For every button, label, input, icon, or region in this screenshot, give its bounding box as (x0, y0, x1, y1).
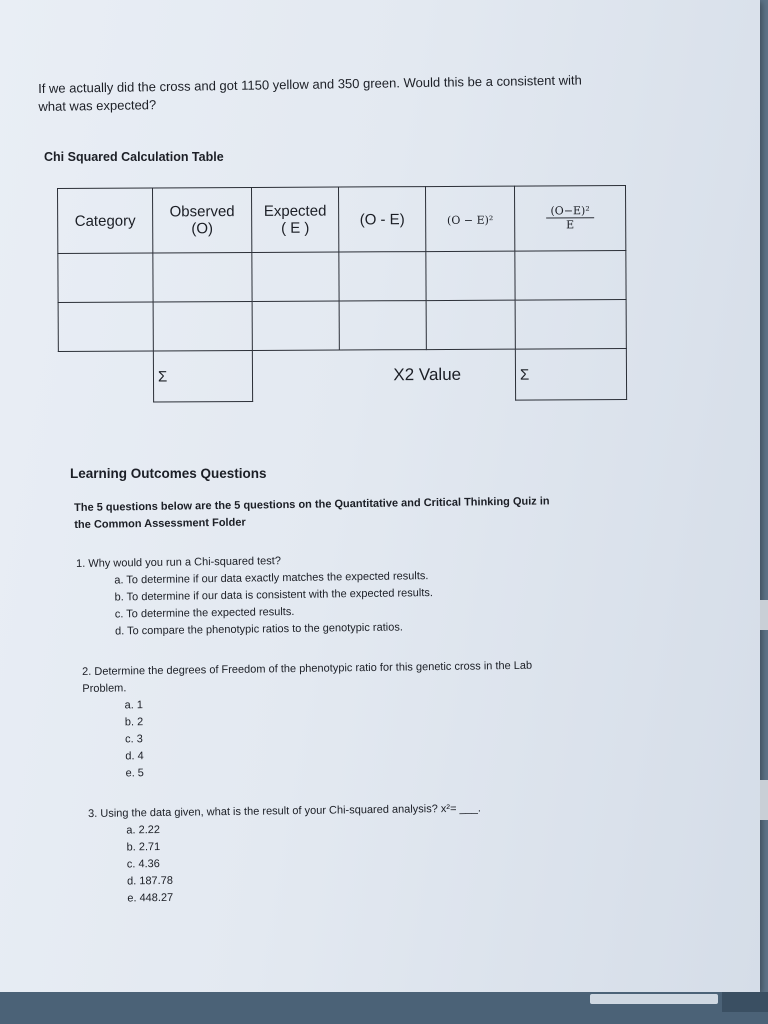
sum-observed-cell: Σ (153, 350, 252, 402)
table-cell (153, 252, 252, 302)
table-cell (339, 301, 426, 350)
question-prompt: 3. Using the data given, what is the result of your Chi-squared analysis? x²= ___. (88, 802, 482, 820)
answer-option: b. 2 (124, 716, 144, 729)
table-cell (252, 252, 339, 301)
background-strip (722, 992, 768, 1012)
background-edge (760, 600, 768, 630)
table-header-row (58, 186, 626, 254)
sum-chi-cell: Σ (515, 349, 626, 401)
question-3 (88, 798, 649, 908)
answer-option: e. 5 (125, 767, 144, 780)
header-o-minus-e: (O - E) (338, 187, 425, 252)
background-strip (590, 994, 718, 1004)
header-o-minus-e-squared: (O − E)² (425, 186, 514, 251)
answer-option: a. 2.22 (126, 823, 161, 837)
answer-option: d. 187.78 (126, 874, 174, 888)
answer-option: d. 4 (125, 750, 144, 763)
x2-value-label: X2 Value (339, 349, 515, 401)
question-1 (76, 548, 637, 641)
answer-option: a. To determine if our data exactly matches the expected results. (114, 570, 429, 587)
header-category: Category (58, 188, 153, 253)
table-cell (515, 251, 626, 301)
question-prompt-cont: Problem. (82, 682, 127, 695)
header-chi-fraction (514, 186, 625, 252)
answer-option: c. To determine the expected results. (114, 605, 295, 621)
table-row (58, 251, 626, 303)
answer-option: d. To compare the phenotypic ratios to the genotypic ratios. (114, 621, 403, 638)
table-cell (58, 253, 153, 302)
table-cell (153, 301, 252, 351)
header-observed: Observed (O) (153, 187, 252, 253)
table-row (58, 300, 626, 352)
learning-outcomes-note: The 5 questions below are the 5 questions on the Quantitative and Critical Thinking Quiz in the Common Assessment Folder (74, 495, 550, 531)
fraction-numerator: (O−E)² (546, 204, 593, 218)
table-cell (426, 251, 515, 300)
learning-outcomes-title: Learning Outcomes Questions (70, 466, 267, 481)
chi-squared-table (57, 185, 627, 403)
intro-question (38, 70, 678, 116)
answer-option: e. 448.27 (127, 891, 174, 905)
question-prompt: 1. Why would you run a Chi-squared test? (76, 555, 282, 570)
header-expected: Expected ( E ) (251, 187, 338, 252)
background-edge (760, 780, 768, 820)
question-2 (82, 656, 684, 783)
answer-option: a. 1 (124, 699, 144, 712)
table-heading: Chi Squared Calculation Table (44, 150, 224, 164)
table-sum-row (58, 349, 626, 403)
intro-line-1: If we actually did the cross and got 1150 yellow and 350 green. Would this be a consistent with (38, 72, 582, 96)
answer-option: b. 2.71 (126, 840, 161, 854)
table-cell (515, 300, 626, 350)
table-cell (252, 301, 339, 350)
table-cell (58, 302, 153, 351)
table-cell (426, 300, 515, 349)
table-cell (339, 252, 426, 301)
fraction-denominator: E (566, 218, 575, 232)
answer-option: c. 4.36 (126, 858, 160, 871)
answer-option: c. 3 (124, 733, 143, 746)
intro-line-2: what was expected? (38, 97, 157, 114)
answer-option: b. To determine if our data is consistent with the expected results. (114, 587, 433, 604)
question-prompt: 2. Determine the degrees of Freedom of the phenotypic ratio for this genetic cross in the Lab (82, 659, 533, 678)
